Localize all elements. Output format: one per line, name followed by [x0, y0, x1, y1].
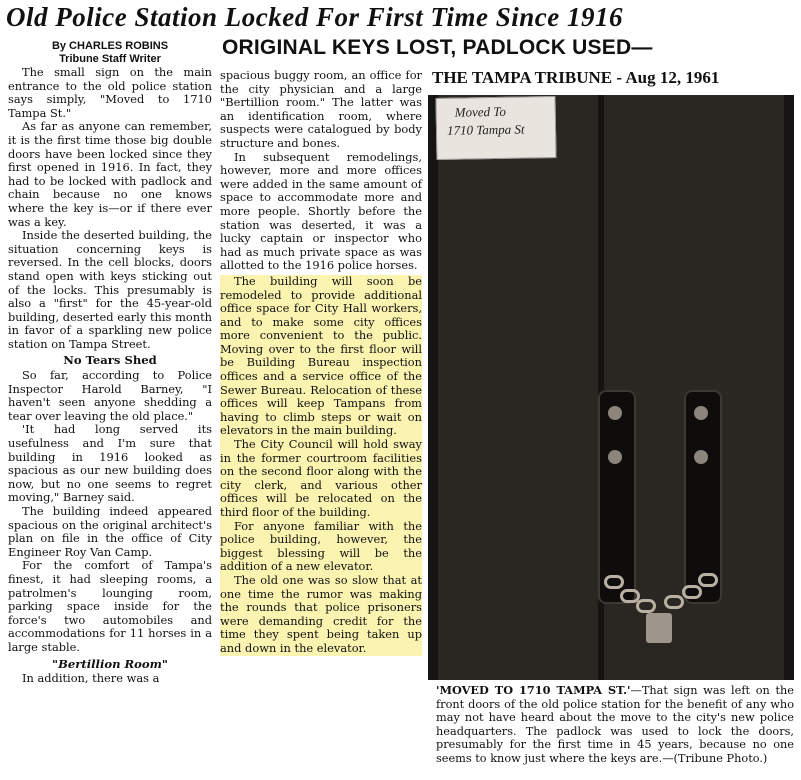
chain-link	[664, 595, 684, 609]
paragraph: Inside the deserted building, the situation concerning keys is reversed. In the cell blocks, doors stand open with keys sticking out of the locks. This presumably is also a "first" for the 45-year-old building, deserted early this month in favor of a sparkling new police station on Tampa Street.	[8, 228, 212, 351]
lock-knob	[608, 450, 622, 464]
moved-sign	[435, 96, 556, 160]
lock-knob	[694, 450, 708, 464]
left-door	[438, 95, 598, 680]
headline: Old Police Station Locked For First Time Since 1916	[6, 2, 623, 32]
caption-body: —That sign was left on the front doors of the old police station for the benefit of any who may not have heard about the move to the city's new police headquarters. The padlock was used to lock the doors, presumably for the first time in 45 years, because no one seems to know just where the keys are.—(Tribune Photo.)	[436, 684, 794, 765]
paragraph: 'It had long served its usefulness and I'm sure that building in 1916 looked as spacious as our new building does now, but no one seems to regret moving," Barney said.	[8, 422, 212, 505]
article-column-1	[8, 40, 212, 686]
paragraph: For the comfort of Tampa's finest, it had sleeping rooms, a patrolmen's lounging room, parking space inside for the force's two automobiles and accommodations for 11 horses in a large stable.	[8, 558, 212, 654]
byline-role: Tribune Staff Writer	[59, 53, 161, 65]
chain-link	[636, 599, 656, 613]
paragraph: spacious buggy room, an office for the city physician and a large "Bertillion room." The latter was an identification room, where suspects were catalogued by body structure and bones.	[220, 68, 422, 150]
padlock	[646, 613, 672, 643]
right-door-handle	[684, 390, 722, 604]
paragraph: In subsequent remodelings, however, more and more offices were added in the same amount of space to accommodate more and more people. Shortly before the station was deserted, it was a lucky captain or inspector who had as much private space as was allotted to the 1916 police horses.	[220, 149, 422, 273]
paragraph: For anyone familiar with the police building, however, the biggest blessing will be the addition of a new elevator.	[220, 518, 422, 574]
paragraph: So far, according to Police Inspector Harold Barney, "I haven't seen anyone shedding a tear over leaving the old place."	[8, 368, 212, 423]
chain-link	[604, 575, 624, 589]
byline-author: By CHARLES ROBINS	[51, 40, 169, 52]
paragraph: The old one was so slow that at one time the rumor was making the rounds that police prisoners were demanding credit for the time they spent being taken up and down in the elevator.	[220, 572, 422, 655]
door-photo	[428, 95, 794, 680]
photo-caption	[436, 684, 794, 766]
sign-line-1: Moved To	[454, 103, 506, 120]
chain-link	[698, 573, 718, 587]
chain-link	[682, 585, 702, 599]
section-subhead: No Tears Shed	[63, 353, 157, 368]
article-column-2	[220, 69, 422, 656]
lock-knob	[608, 406, 622, 420]
paragraph: The building will soon be remodeled to provide additional office space for City Hall workers, and to make some city offices more convenient to the public. Moving over to the first floor will be Building Bureau inspection offices and a service office of the Sewer Bureau. Relocation of these offices will keep Tampans from having to climb steps or wait on elevators in the main building.	[220, 273, 422, 438]
paragraph: The building indeed appeared spacious on the original architect's plan on file in the office of City Engineer Roy Van Camp.	[8, 504, 212, 559]
subheadline: ORIGINAL KEYS LOST, PADLOCK USED—	[222, 36, 653, 59]
section-subhead: "Bertillion Room"	[52, 656, 168, 671]
byline	[8, 40, 212, 66]
paragraph: In addition, there was a	[22, 671, 160, 686]
left-door-handle	[598, 390, 636, 604]
paragraph: As far as anyone can remember, it is the first time those big double doors have been locked since they first opened in 1916. In fact, they had to be locked with padlock and chain because no one knows where the key is—or if there ever was a key.	[8, 119, 212, 229]
lock-knob	[694, 406, 708, 420]
masthead-dateline: THE TAMPA TRIBUNE - Aug 12, 1961	[432, 68, 720, 87]
paragraph: The City Council will hold sway in the former courtroom facilities on the second floor along with the city clerk, and various other offices will be relocated on the third floor of the building.	[220, 437, 422, 519]
highlighted-passage	[220, 275, 422, 656]
caption-lead: 'MOVED TO 1710 TAMPA ST.'	[436, 683, 631, 697]
sign-line-2: 1710 Tampa St	[446, 121, 525, 138]
paragraph: The small sign on the main entrance to the old police station says simply, "Moved to 1710 Tampa St."	[8, 65, 212, 120]
